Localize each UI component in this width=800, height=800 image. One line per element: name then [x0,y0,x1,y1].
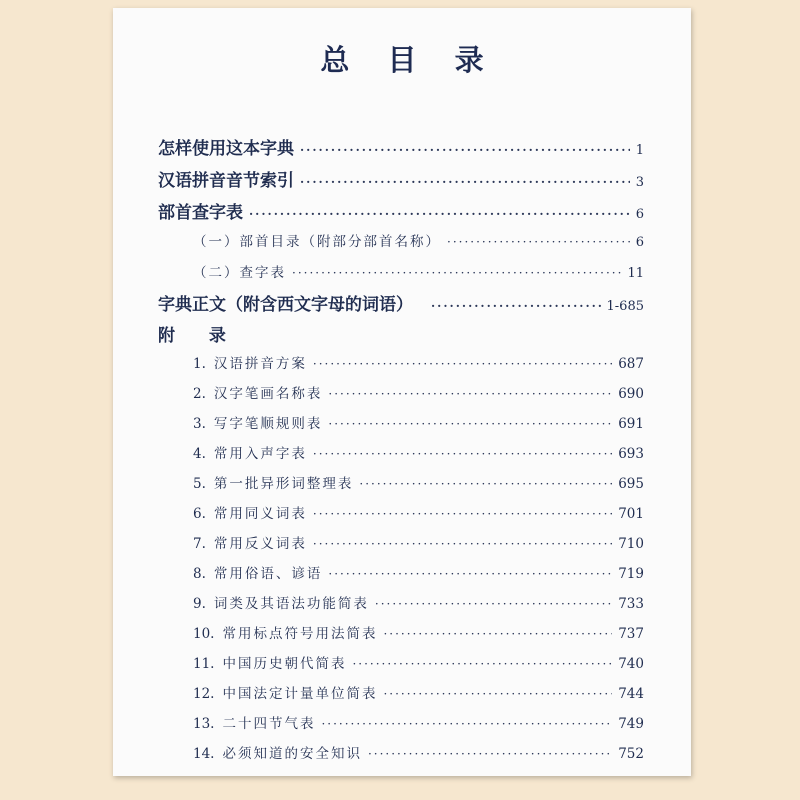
appendix-item-label [193,652,346,672]
leader-dots [313,447,612,461]
appendix-item [193,382,644,402]
leader-dots [328,387,612,401]
appendix-item-label [193,472,353,492]
toc-subentry-page: 11 [627,266,644,281]
toc-entry-page: 1-685 [606,299,644,314]
toc-entry-label: 怎样使用这本字典 [158,139,294,159]
appendix-item [193,442,644,462]
page-title: 总 目 录 [320,43,498,77]
toc-subentry-label: （一）部首目录（附部分部首名称） [193,234,441,250]
appendix-item-number: 4. [193,446,206,462]
appendix-item-title: 常用标点符号用法简表 [222,626,378,642]
appendix-item-page: 687 [618,356,644,372]
toc-subentry-page: 6 [635,235,644,250]
appendix-item-number: 5. [193,476,206,492]
appendix-item-number: 6. [193,506,206,522]
toc-subentry-label: （二）查字表 [193,265,286,281]
leader-dots [431,299,601,313]
appendix-item-title: 词类及其语法功能简表 [213,596,369,612]
toc-subentry [193,261,644,281]
appendix-item-number: 14. [193,746,215,762]
appendix-item-label [193,562,322,582]
appendix-item-page: 737 [618,626,644,642]
leader-dots [313,507,612,521]
appendix-item-title: 常用俗语、谚语 [213,566,323,582]
appendix-item-label [193,742,362,762]
appendix-item-label [193,682,377,702]
appendix-item-number: 2. [193,386,206,402]
appendix-item-label [193,712,315,732]
appendix-item-page: 690 [618,386,644,402]
toc-entry-page: 6 [635,207,644,222]
appendix-item [193,592,644,612]
leader-dots [313,537,612,551]
appendix-item-page: 733 [618,596,644,612]
appendix-item-page: 695 [618,476,644,492]
toc-entry-label: 字典正文（附含西文字母的词语） [158,295,413,315]
toc-subentry [193,230,644,250]
appendix-item-title: 必须知道的安全知识 [222,746,362,762]
leader-dots [249,207,630,221]
appendix-item-label [193,442,307,462]
appendix-item [193,622,644,642]
leader-dots [375,597,612,611]
appendix-item-title: 写字笔顺规则表 [213,416,323,432]
appendix-item-title: 中国法定计量单位简表 [222,686,378,702]
leader-dots [359,477,612,491]
appendix-item-title: 汉语拼音方案 [213,356,307,372]
appendix-item-number: 1. [193,356,206,372]
appendix-item-page: 719 [618,566,644,582]
toc-entry-label: 部首查字表 [158,203,243,223]
appendix-item-page: 701 [618,506,644,522]
leader-dots [313,357,612,371]
appendix-item-number: 11. [193,656,215,672]
leader-dots [352,657,612,671]
appendix-item-page: 749 [618,716,644,732]
appendix-item [193,742,644,762]
appendix-item [193,352,644,372]
appendix-item-title: 汉字笔画名称表 [213,386,323,402]
toc-page [113,8,691,776]
appendix-item [193,682,644,702]
leader-dots [300,175,630,189]
appendix-item-label [193,502,307,522]
appendix-item-page: 693 [618,446,644,462]
toc-entry-page: 1 [635,143,644,158]
appendix-item [193,652,644,672]
leader-dots [300,143,630,157]
appendix-item-label [193,382,322,402]
leader-dots [383,687,612,701]
appendix-item-number: 12. [193,686,215,702]
appendix-item-number: 10. [193,626,215,642]
leader-dots [383,627,612,641]
toc-entry-page: 3 [635,175,644,190]
appendix-item [193,412,644,432]
appendix-item-label [193,352,307,372]
appendix-item-number: 3. [193,416,206,432]
appendix-item-title: 常用同义词表 [213,506,307,522]
appendix-item-title: 第一批异形词整理表 [213,476,354,492]
appendix-item [193,472,644,492]
appendix-item-page: 691 [618,416,644,432]
leader-dots [328,417,612,431]
appendix-item [193,712,644,732]
appendix-item-number: 7. [193,536,206,552]
appendix-item-label [193,412,322,432]
appendix-item [193,502,644,522]
appendix-item-page: 752 [618,746,644,762]
appendix-item-title: 常用反义词表 [213,536,307,552]
appendix-heading: 附 录 [158,326,240,346]
appendix-item [193,562,644,582]
appendix-item-label [193,592,369,612]
toc-entry-label: 汉语拼音音节索引 [158,171,294,191]
appendix-item-number: 9. [193,596,206,612]
appendix-item [193,532,644,552]
appendix-item-number: 13. [193,716,215,732]
toc-entry [158,198,644,223]
appendix-item-page: 740 [618,656,644,672]
leader-dots [447,235,630,249]
toc-entry [158,134,644,159]
leader-dots [328,567,612,581]
leader-dots [368,747,612,761]
appendix-item-label [193,622,377,642]
appendix-item-title: 常用入声字表 [213,446,307,462]
appendix-item-label [193,532,307,552]
toc-entry [158,166,644,191]
appendix-item-page: 744 [618,686,644,702]
leader-dots [292,266,621,280]
appendix-item-page: 710 [618,536,644,552]
leader-dots [321,717,612,731]
toc-entry [158,290,644,315]
appendix-item-title: 中国历史朝代简表 [222,656,347,672]
appendix-item-title: 二十四节气表 [222,716,316,732]
appendix-item-number: 8. [193,566,206,582]
